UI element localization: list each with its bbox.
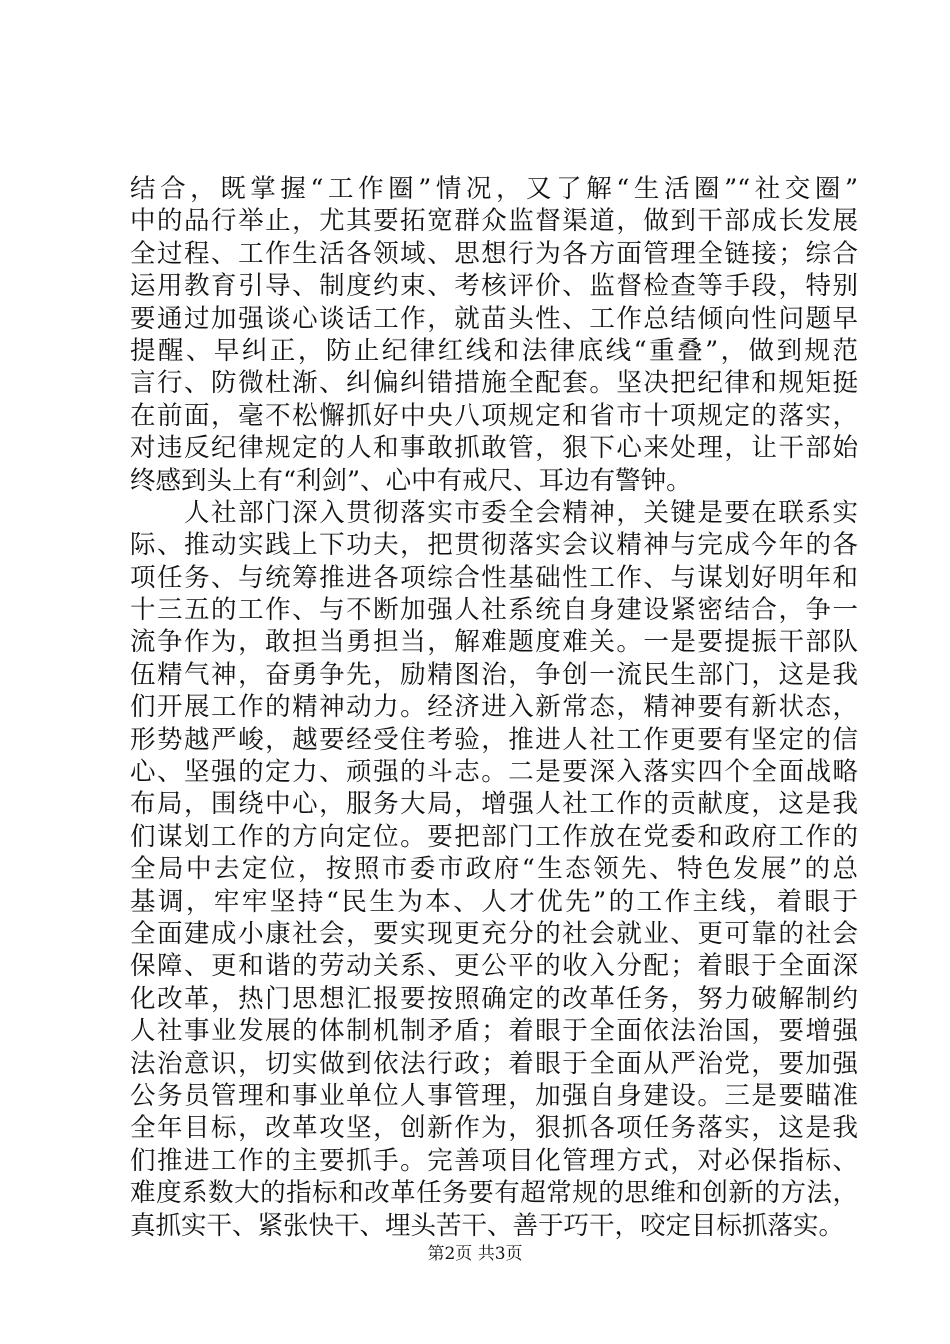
text-line-paragraph-end: 终感到头上有“利剑”、心中有戒尺、耳边有警钟。: [130, 465, 692, 496]
text-line: 际、推动实践上下功夫，把贯彻落实会议精神与完成今年的各: [130, 530, 858, 561]
text-line: 言行、防微杜渐、纠偏纠错措施全配套。坚决把纪律和规矩挺: [130, 368, 858, 399]
text-line: 项任务、与统筹推进各项综合性基础性工作、与谋划好明年和: [130, 562, 858, 593]
text-line: 全过程、工作生活各领域、思想行为各方面管理全链接；综合: [130, 238, 858, 269]
text-line: 布局，围绕中心，服务大局，增强人社工作的贡献度，这是我: [130, 789, 858, 820]
text-line: 人社事业发展的体制机制矛盾；着眼于全面依法治国，要增强: [130, 1016, 858, 1047]
text-line: 在前面，毫不松懈抓好中央八项规定和省市十项规定的落实，: [130, 400, 858, 431]
text-line: 真抓实干、紧张快干、埋头苦干、善于巧干，咬定目标抓落实。: [130, 1210, 845, 1241]
text-line: 心、坚强的定力、顽强的斗志。二是要深入落实四个全面战略: [130, 757, 858, 788]
text-line: 形势越严峻，越要经受住考验，推进人社工作更要有坚定的信: [130, 724, 858, 755]
text-line: 全面建成小康社会，要实现更充分的社会就业、更可靠的社会: [130, 918, 858, 949]
text-line: 法治意识，切实做到依法行政；着眼于全面从严治党，要加强: [130, 1048, 858, 1079]
text-line: 要通过加强谈心谈话工作，就苗头性、工作总结倾向性问题早: [130, 303, 858, 334]
text-line: 提醒、早纠正，防止纪律红线和法律底线“重叠”，做到规范: [130, 335, 858, 366]
page-number-footer: 第2页 共3页: [427, 1244, 523, 1264]
text-line-paragraph-start: 人社部门深入贯彻落实市委全会精神，关键是要在联系实: [130, 497, 858, 528]
text-line: 们推进工作的主要抓手。完善项目化管理方式，对必保指标、: [130, 1145, 858, 1176]
text-line: 保障、更和谐的劳动关系、更公平的收入分配；着眼于全面深: [130, 951, 858, 982]
text-line: 全年目标，改革攻坚，创新作为，狠抓各项任务落实，这是我: [130, 1113, 858, 1144]
text-line: 难度系数大的指标和改革任务要有超常规的思维和创新的方法，: [130, 1178, 858, 1209]
text-line: 中的品行举止，尤其要拓宽群众监督渠道，做到干部成长发展: [130, 206, 858, 237]
text-line: 十三五的工作、与不断加强人社系统自身建设紧密结合，争一: [130, 595, 858, 626]
text-line: 流争作为，敢担当勇担当，解难题度难关。一是要提振干部队: [130, 627, 858, 658]
text-line: 化改革，热门思想汇报要按照确定的改革任务，努力破解制约: [130, 983, 858, 1014]
text-line: 基调，牢牢坚持“民生为本、人才优先”的工作主线，着眼于: [130, 886, 858, 917]
document-body: [130, 173, 858, 1242]
text-line: 伍精气神，奋勇争先，励精图治，争创一流民生部门，这是我: [130, 659, 858, 690]
text-line: 运用教育引导、制度约束、考核评价、监督检查等手段，特别: [130, 271, 858, 302]
text-line: 公务员管理和事业单位人事管理，加强自身建设。三是要瞄准: [130, 1080, 858, 1111]
text-line: 结合，既掌握“工作圈”情况，又了解“生活圈”“社交圈”: [130, 174, 858, 204]
text-line: 对违反纪律规定的人和事敢抓敢管，狠下心来处理，让干部始: [130, 433, 858, 464]
text-line: 们谋划工作的方向定位。要把部门工作放在党委和政府工作的: [130, 821, 858, 852]
text-line: 们开展工作的精神动力。经济进入新常态，精神要有新状态，: [130, 692, 858, 723]
text-line: 全局中去定位，按照市委市政府“生态领先、特色发展”的总: [130, 854, 858, 885]
